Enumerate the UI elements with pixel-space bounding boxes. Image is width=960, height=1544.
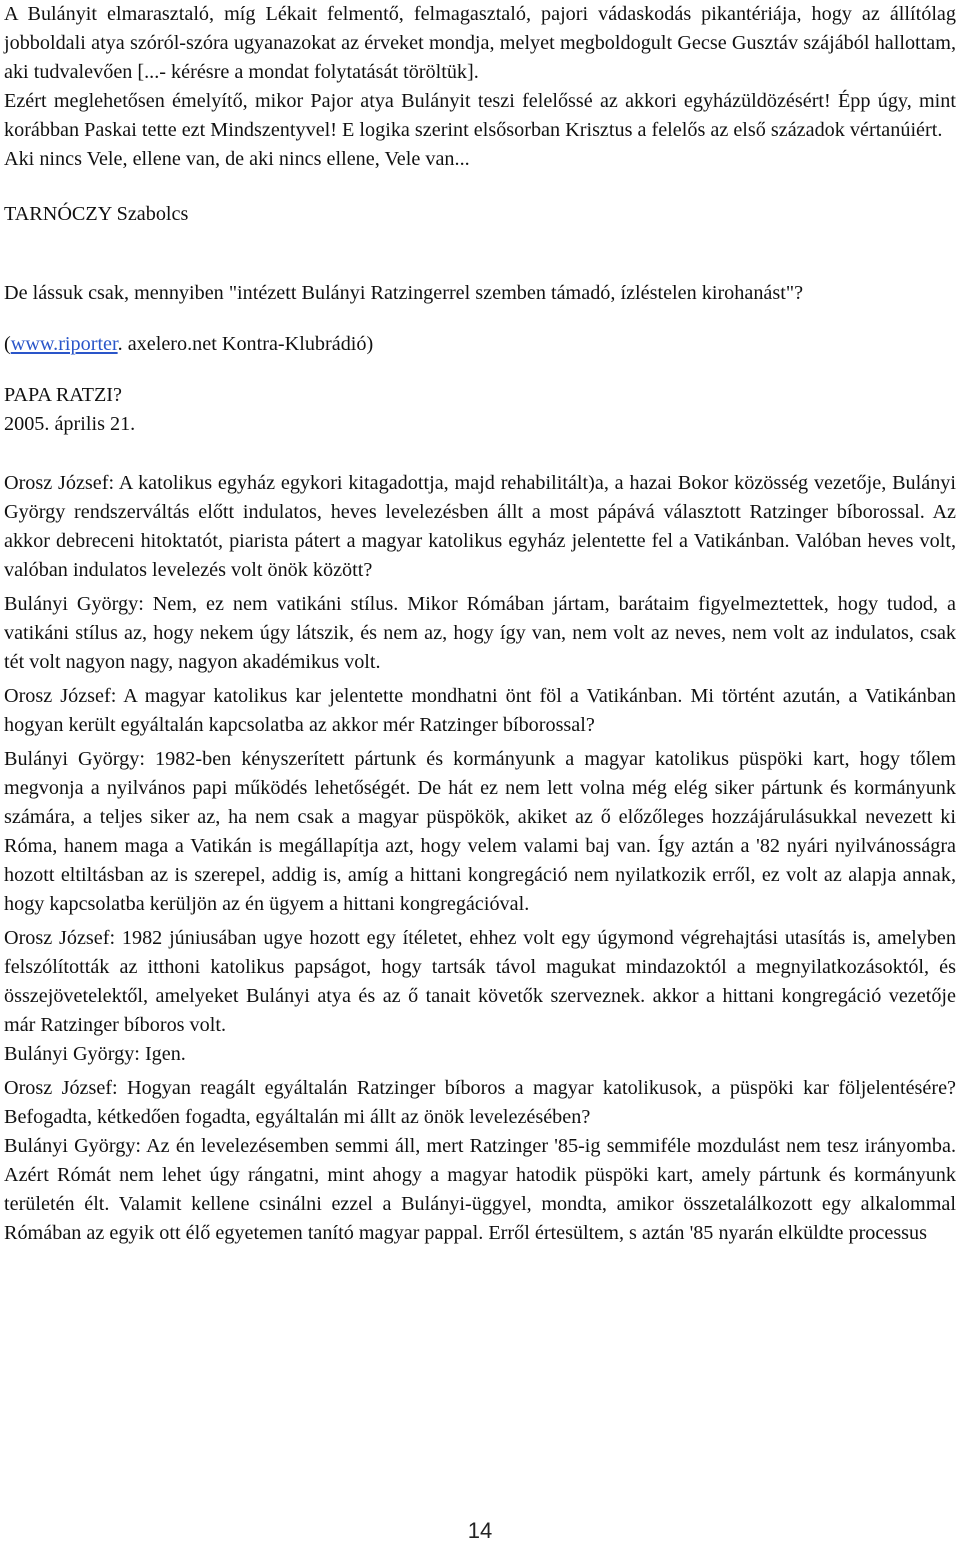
interview-paragraph: Orosz József: A katolikus egyház egykori kitagadottja, majd rehabilitált)a, a hazai Bokor közösség vezetője, Bulányi György rendszerváltás előtt indulatos, heves levelezésben állt a most pápává választott Ratzinger bíborossal. Az akkor debreceni hitoktatót, piarista pátert a magyar katolikus egyház jelentette fel a Vatikánban. Valóban heves volt, valóban indulatos levelezés volt önök között? — [4, 472, 956, 581]
source-suffix: . axelero.net Kontra-Klubrádió) — [117, 333, 374, 355]
source-prefix: ( — [4, 333, 11, 355]
question-paragraph: De lássuk csak, mennyiben "intézett Bulányi Ratzingerrel szemben támadó, ízléstelen kirohanást"? — [4, 282, 804, 304]
interview-paragraph: Orosz József: 1982 júniusában ugye hozott egy ítéletet, ehhez volt egy úgymond végrehajtási utasítás is, amelyben felszólították az itthoni katolikus papságot, hogy tartsák távol magukat mindazoktól a megnyilatkozásoktól, és összejövetelektől, amelyeket Bulányi atya és az ő tanait követők szerveznek. akkor a hittani kongregáció vezetője már Ratzinger bíboros volt. — [4, 927, 956, 1036]
source-line — [4, 330, 956, 359]
author-signature: TARNÓCZY Szabolcs — [4, 203, 189, 225]
intro-paragraph: A Bulányit elmarasztaló, míg Lékait felmentő, felmagasztaló, pajori vádaskodás pikantériája, hogy az állítólag jobboldali atya szóról-szóra ugyanazokat az érveket mondja, melyet megboldogult Gecse Gusztáv szájából hallottam, aki tudvalevően [...- kérésre a mondat folytatását töröltük]. — [4, 3, 956, 83]
intro-paragraph: Ezért meglehetősen émelyítő, mikor Pajor atya Bulányit teszi felelőssé az akkori egyházüldözésért! Épp úgy, mint korábban Paskai tette ezt Mindszentyvel! E logika szerint elsősorban Krisztus a felelős az első századok vértanúiért. — [4, 90, 956, 141]
interview-paragraph: Bulányi György: 1982-ben kényszerített pártunk és kormányunk a magyar katolikus püspöki kart, hogy tőlem megvonja a nyilvános papi működés lehetőségét. De hát ez nem lett volna még elég siker pártunk és kormányunk számára, a teljes siker az, ha nem csak a magyar püspökök, akiket az ő előzőleges hozzájárulásukkal nevezett ki Róma, hanem maga a Vatikán is megállapítja azt, hogy velem valami baj van. Így aztán a '82 nyári nyilvánosságra hozott eltiltásban az is szerepel, addig is, amíg a hittani kongregáció nem nyilatkozik erről, ez volt az alapja annak, hogy kapcsolatba kerüljön az én ügyem a hittani kongregációval. — [4, 748, 956, 915]
interview-paragraph: Orosz József: A magyar katolikus kar jelentette mondhatni önt föl a Vatikánban. Mi történt azután, a Vatikánban hogyan került egyáltalán kapcsolatba az akkor mér Ratzinger bíborossal? — [4, 685, 956, 736]
intro-paragraph: Aki nincs Vele, ellene van, de aki nincs ellene, Vele van... — [4, 148, 470, 170]
interview-paragraph: Orosz József: Hogyan reagált egyáltalán Ratzinger bíboros a magyar katolikusok, a püspöki kar följelentésére? Befogadta, kétkedően fogadta, egyáltalán mi állt az önök levelezésében? — [4, 1077, 956, 1128]
date-line: 2005. április 21. — [4, 413, 136, 435]
interview-paragraph: Bulányi György: Nem, ez nem vatikáni stílus. Mikor Rómában jártam, barátaim figyelmeztettek, hogy tudod, a vatikáni stílus az, hogy nekem úgy látszik, és nem az, hogy így van, nem volt az neves, nem volt az indulatos, csak tét volt nagyon nagy, nagyon akadémikus volt. — [4, 593, 956, 673]
headline: PAPA RATZI? — [4, 384, 122, 406]
document-body — [4, 0, 956, 1248]
interview-paragraph: Bulányi György: Igen. — [4, 1043, 186, 1065]
source-link[interactable]: www.riporter — [10, 333, 118, 355]
page-number: 14 — [467, 1518, 493, 1543]
interview-paragraph: Bulányi György: Az én levelezésemben semmi áll, mert Ratzinger '85-ig semmiféle mozdulást nem tesz irányomba. Azért Rómát nem lehet úgy rángatni, mint ahogy a magyar hatodik püspöki kart, amely pártunk és kormányunk területén élt. Valamit kellene csinálni ezzel a Bulányi-üggyel, mondta, amikor összetalálkozott egy alkalommal Rómában az egyik ott élő egyetemen tanító magyar pappal. Erről értesültem, s aztán '85 nyarán elküldte processus — [4, 1135, 956, 1244]
